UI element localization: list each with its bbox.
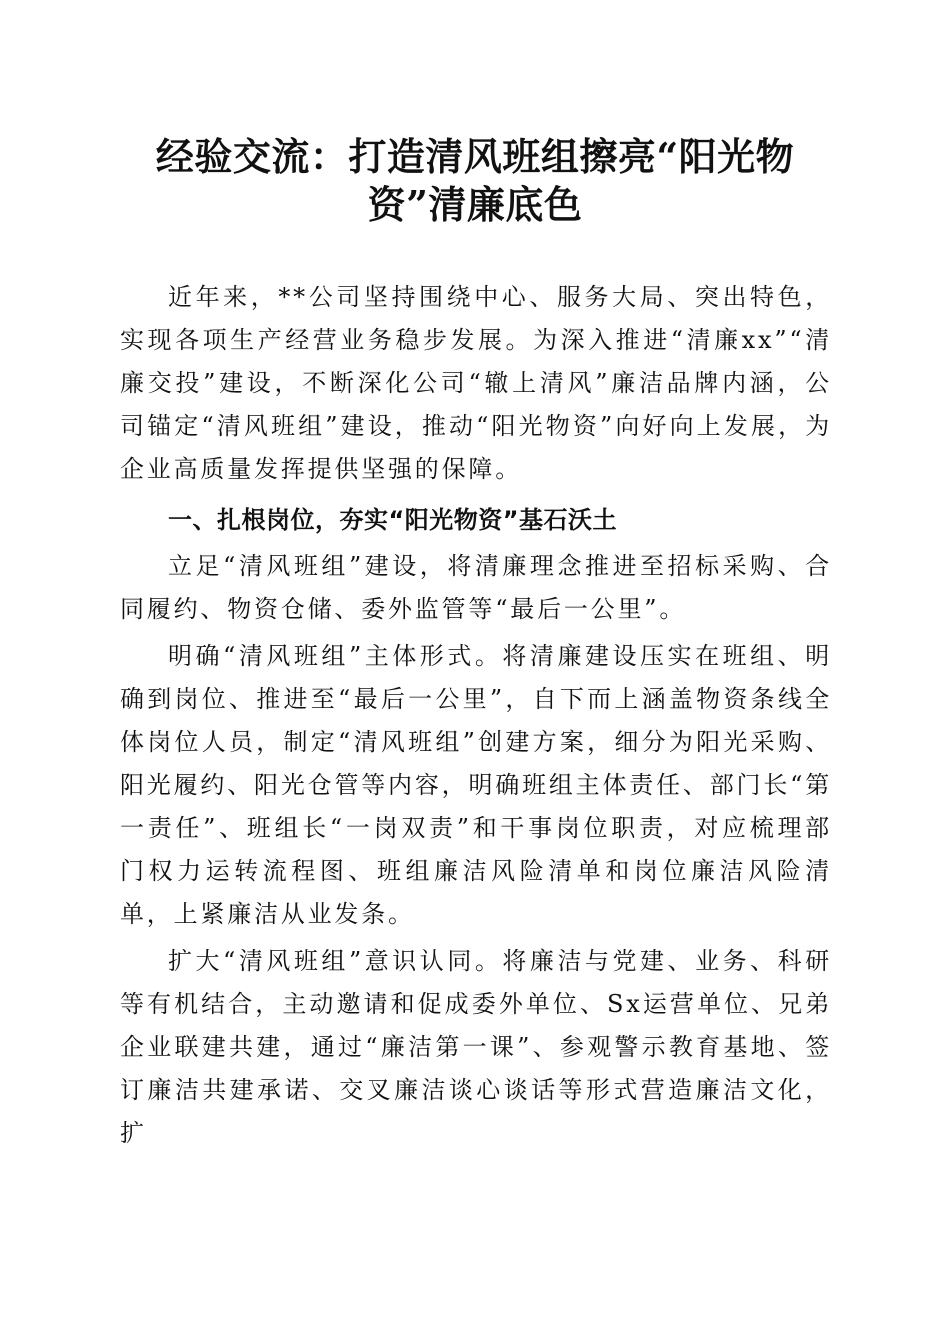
paragraph-intro: 近年来，**公司坚持围绕中心、服务大局、突出特色，实现各项生产经营业务稳步发展。为深入推进“清廉xx”“清廉交投”建设，不断深化公司“辙上清风”廉洁品牌内涵，公司锚定“清风班组”建设，推动“阳光物资”向好向上发展，为企业高质量发挥提供坚强的保障。 — [120, 283, 832, 483]
document-body — [120, 276, 832, 1155]
document-title: 经验交流：打造清风班组擦亮“阳光物资”清廉底色 — [155, 134, 795, 227]
section-heading-1: 一、扎根岗位，夯实“阳光物资”基石沃土 — [168, 506, 618, 534]
paragraph-recognition: 扩大“清风班组”意识认同。将廉洁与党建、业务、科研等有机结合，主动邀请和促成委外单位、Sx运营单位、兄弟企业联建共建，通过“廉洁第一课”、参观警示教育基地、签订廉洁共建承诺、交叉廉洁谈心谈话等形式营造廉洁文化，扩 — [120, 947, 832, 1147]
paragraph-foundation: 立足“清风班组”建设，将清廉理念推进至招标采购、合同履约、物资仓储、委外监管等“最后一公里”。 — [120, 552, 832, 623]
paragraph-main-form: 明确“清风班组”主体形式。将清廉建设压实在班组、明确到岗位、推进至“最后一公里”，自下而上涵盖物资条线全体岗位人员，制定“清风班组”创建方案，细分为阳光采购、阳光履约、阳光仓管等内容，明确班组主体责任、部门长“第一责任”、班组长“一岗双责”和干事岗位职责，对应梳理部门权力运转流程图、班组廉洁风险清单和岗位廉洁风险清单，上紧廉洁从业发条。 — [120, 642, 832, 928]
